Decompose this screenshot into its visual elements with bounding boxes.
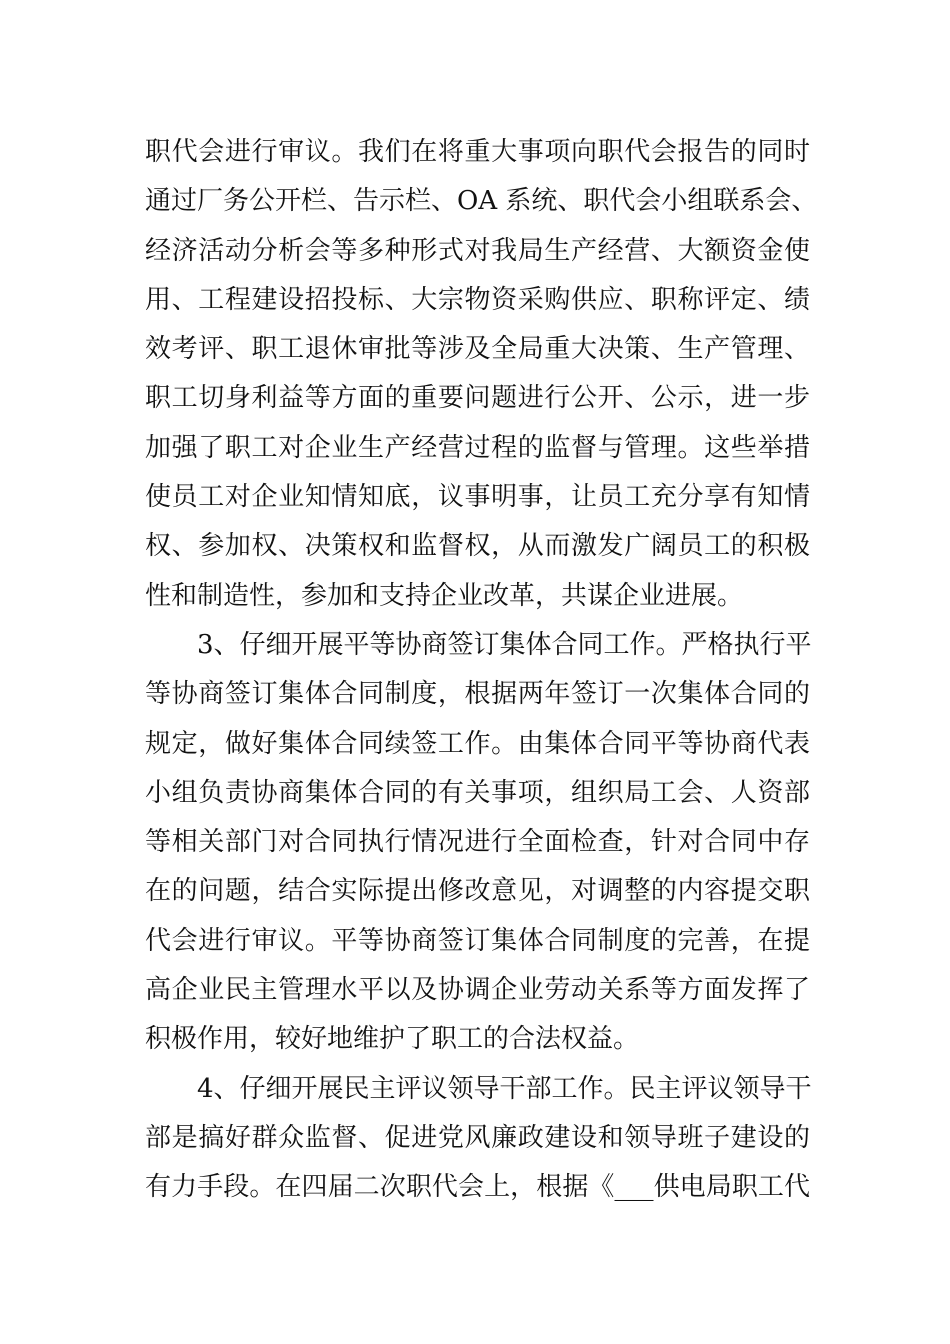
text-line: 职代会进行审议。我们在将重大事项向职代会报告的同时: [145, 137, 810, 167]
text-line: 代会进行审议。平等协商签订集体合同制度的完善，在提: [145, 925, 810, 956]
text-line: 高企业民主管理水平以及协调企业劳动关系等方面发挥了: [145, 975, 810, 1006]
text-line: 部是搞好群众监督、促进党风廉政建设和领导班子建设的: [145, 1122, 810, 1153]
document-page: [145, 128, 818, 1213]
text-line: 通过厂务公开栏、告示栏、OA 系统、职代会小组联系会、: [145, 186, 818, 217]
text-line: 有力手段。在四届二次职代会上，根据《___供电局职工代: [145, 1172, 810, 1203]
text-line: 等协商签订集体合同制度，根据两年签订一次集体合同的: [145, 679, 810, 710]
text-line: 用、工程建设招投标、大宗物资采购供应、职称评定、绩: [145, 284, 810, 315]
text-line: 规定，做好集体合同续签工作。由集体合同平等协商代表: [145, 728, 810, 759]
paragraph-3-first-line: 3、仔细开展平等协商签订集体合同工作。严格执行平: [197, 629, 812, 660]
text-line: 小组负责协商集体合同的有关事项，组织局工会、人资部: [145, 777, 810, 808]
text-line: 性和制造性，参加和支持企业改革，共谋企业进展。: [145, 580, 744, 611]
text-line: 使员工对企业知情知底，议事明事，让员工充分享有知情: [145, 482, 810, 513]
text-line: 经济活动分析会等多种形式对我局生产经营、大额资金使: [145, 235, 810, 266]
text-line: 效考评、职工退休审批等涉及全局重大决策、生产管理、: [145, 334, 810, 365]
text-line: 积极作用，较好地维护了职工的合法权益。: [145, 1024, 640, 1055]
text-line: 等相关部门对合同执行情况进行全面检查，针对合同中存: [145, 827, 810, 858]
text-line: 加强了职工对企业生产经营过程的监督与管理。这些举措: [145, 432, 810, 463]
paragraph-4-first-line: 4、仔细开展民主评议领导干部工作。民主评议领导干: [197, 1073, 812, 1104]
text-line: 权、参加权、决策权和监督权，从而激发广阔员工的积极: [145, 531, 810, 562]
text-line: 职工切身利益等方面的重要问题进行公开、公示，进一步: [145, 383, 810, 414]
text-line: 在的问题，结合实际提出修改意见，对调整的内容提交职: [145, 876, 810, 907]
